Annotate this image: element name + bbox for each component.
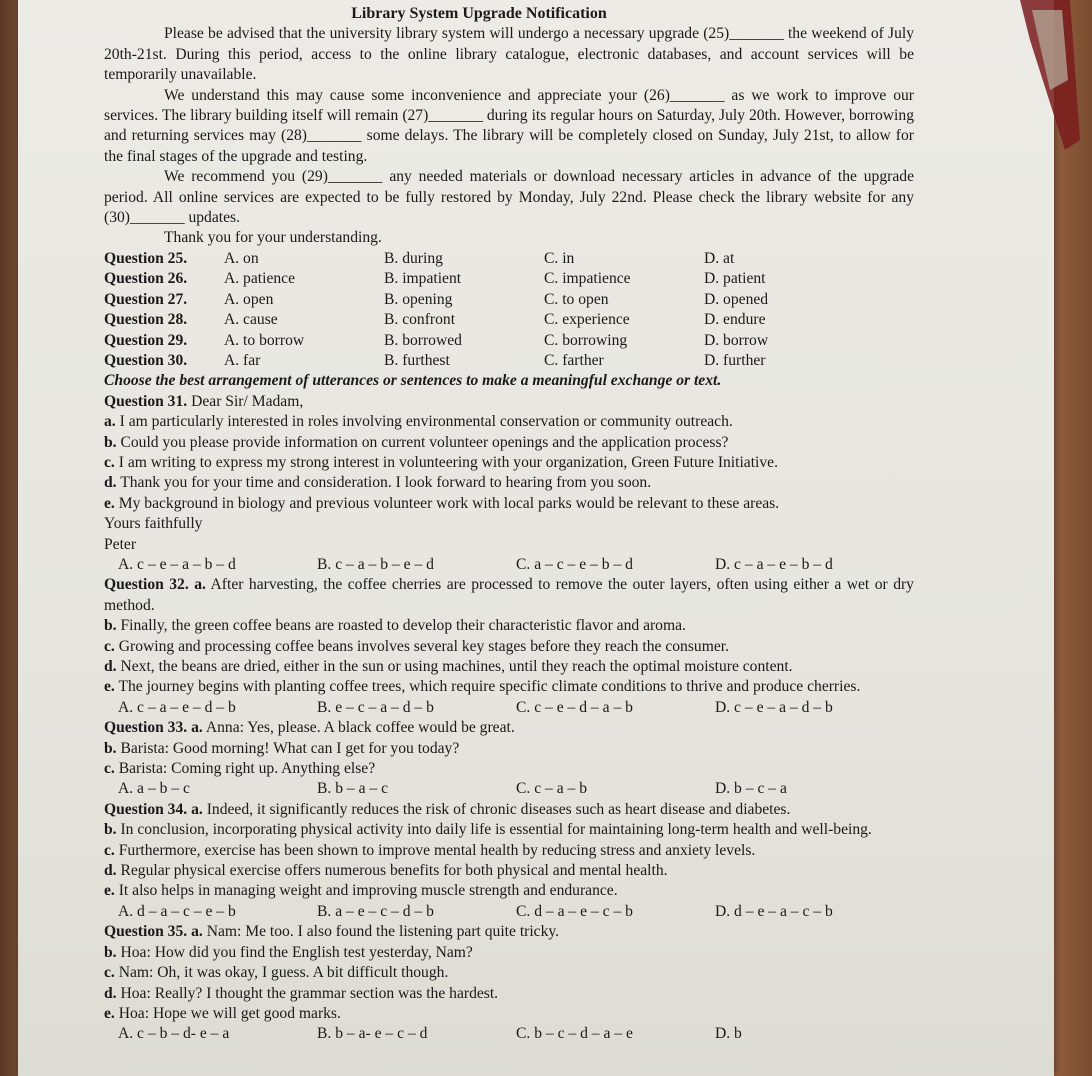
- page-title: Library System Upgrade Notification: [351, 5, 607, 22]
- list-item: Question 32. a. After harvesting, the coffee cherries are processed to remove the outer layers, often using either a wet or dry method.: [104, 576, 914, 614]
- list-item: d. Hoa: Really? I thought the grammar section was the hardest.: [104, 984, 499, 1002]
- option-b: B. b – a – c: [317, 780, 389, 798]
- option-a: A. a – b – c: [118, 780, 190, 798]
- question-31-heading: [104, 392, 914, 412]
- option-b: B. b – a- e – c – d: [317, 1025, 428, 1043]
- question-label: Question 32.: [104, 576, 189, 594]
- question-label: Question 31.: [104, 392, 188, 410]
- option-b: B. borrowed: [384, 331, 462, 349]
- option-b: B. a – e – c – d – b: [317, 902, 434, 920]
- letter-salutation: Dear Sir/ Madam,: [191, 392, 304, 410]
- list-item: c. I am writing to express my strong interest in volunteering with your organization, Green Future Initiative.: [104, 453, 779, 471]
- option-b: B. during: [384, 249, 443, 267]
- option-d: D. c – e – a – d – b: [715, 698, 833, 716]
- option-c: C. d – a – e – c – b: [516, 902, 633, 920]
- question-25: [104, 249, 914, 269]
- option-a: A. to borrow: [224, 331, 305, 349]
- option-c: C. c – a – b: [516, 780, 588, 798]
- question-label: Question 34.: [104, 800, 188, 818]
- option-a: A. far: [224, 351, 261, 369]
- option-c: C. experience: [544, 311, 630, 329]
- option-c: C. to open: [544, 290, 609, 308]
- option-b: B. furthest: [384, 351, 450, 369]
- question-label: Question 27.: [104, 290, 188, 308]
- list-item: c. Barista: Coming right up. Anything else?: [104, 760, 376, 778]
- option-b: B. impatient: [384, 270, 462, 288]
- option-b: B. confront: [384, 311, 456, 329]
- list-item: e. Hoa: Hope we will get good marks.: [104, 1004, 341, 1022]
- list-item: a. I am particularly interested in roles involving environmental conservation or community outreach.: [104, 413, 733, 431]
- question-label: Question 28.: [104, 311, 188, 329]
- question-label: Question 29.: [104, 331, 188, 349]
- list-item: Question 34. a. Indeed, it significantly reduces the risk of chronic diseases such as heart disease and diabetes.: [104, 800, 791, 818]
- list-item: c. Furthermore, exercise has been shown to improve mental health by reducing stress and anxiety levels.: [104, 841, 756, 859]
- option-c: C. borrowing: [544, 331, 628, 349]
- question-31-options: [104, 555, 914, 575]
- question-29: [104, 331, 914, 351]
- question-26: [104, 269, 914, 289]
- list-item: Question 33. a. Anna: Yes, please. A black coffee would be great.: [104, 719, 515, 737]
- option-c: C. in: [544, 249, 575, 267]
- option-d: D. patient: [704, 270, 766, 288]
- option-b: B. e – c – a – d – b: [317, 698, 434, 716]
- option-d: D. c – a – e – b – d: [715, 555, 833, 573]
- option-d: D. b: [715, 1025, 742, 1043]
- question-label: Question 33.: [104, 719, 188, 737]
- option-d: D. b – c – a: [715, 780, 787, 798]
- list-item: e. The journey begins with planting coffee trees, which require specific climate conditions to thrive and produce cherries.: [104, 678, 861, 696]
- list-item: b. In conclusion, incorporating physical activity into daily life is essential for maintaining long-term health and well-being.: [104, 821, 872, 839]
- question-34-options: [104, 902, 914, 922]
- option-d: D. d – e – a – c – b: [715, 902, 833, 920]
- option-a: A. c – a – e – d – b: [118, 698, 236, 716]
- option-c: C. impatience: [544, 270, 631, 288]
- option-a: A. patience: [224, 270, 296, 288]
- option-c: C. farther: [544, 351, 604, 369]
- option-a: A. on: [224, 249, 259, 267]
- passage-paragraph-3: We recommend you (29)_______ any needed materials or download necessary articles in advance of the upgrade period. All online services are expected to be fully restored by Monday, July 22nd. Please check the library website for any (30)_______ updates.: [104, 168, 914, 227]
- option-c: C. b – c – d – a – e: [516, 1025, 633, 1043]
- question-label: Question 30.: [104, 351, 188, 369]
- list-item: d. Regular physical exercise offers numerous benefits for both physical and mental health.: [104, 862, 668, 880]
- letter-closing: Yours faithfully: [104, 515, 203, 533]
- question-32-options: [104, 698, 914, 718]
- list-item: e. My background in biology and previous volunteer work with local parks would be relevant to these areas.: [104, 494, 780, 512]
- document-content: [104, 4, 914, 1045]
- list-item: e. It also helps in managing weight and improving muscle strength and endurance.: [104, 882, 618, 900]
- question-35-options: [104, 1024, 914, 1044]
- question-label: Question 35.: [104, 923, 188, 941]
- question-30: [104, 351, 914, 371]
- list-item: b. Barista: Good morning! What can I get for you today?: [104, 739, 460, 757]
- option-c: C. a – c – e – b – d: [516, 555, 633, 573]
- passage-paragraph-2: We understand this may cause some inconvenience and appreciate your (26)_______ as we work to improve our services. The library building itself will remain (27)_______ during its regular hours on Saturday, July 20th. However, borrowing and returning services may (28)_______ some delays. The library will be completely closed on Sunday, July 21st, to allow for the final stages of the upgrade and testing.: [104, 86, 914, 165]
- option-c: C. c – e – d – a – b: [516, 698, 633, 716]
- list-item: d. Thank you for your time and consideration. I look forward to hearing from you soon.: [104, 474, 652, 492]
- thanks-line: Thank you for your understanding.: [164, 229, 382, 247]
- option-d: D. borrow: [704, 331, 769, 349]
- option-a: A. d – a – c – e – b: [118, 902, 236, 920]
- option-a: A. cause: [224, 311, 278, 329]
- list-item: c. Nam: Oh, it was okay, I guess. A bit difficult though.: [104, 964, 449, 982]
- option-d: D. opened: [704, 290, 769, 308]
- option-d: D. endure: [704, 311, 766, 329]
- passage-paragraph-1: Please be advised that the university library system will undergo a necessary upgrade (25)_______ the weekend of July 20th-21st. During this period, access to the online library catalogue, electronic databases, and account services will be temporarily unavailable.: [104, 25, 914, 84]
- option-b: B. c – a – b – e – d: [317, 555, 434, 573]
- list-item: b. Could you please provide information on current volunteer openings and the application process?: [104, 433, 729, 451]
- instruction: Choose the best arrangement of utterances or sentences to make a meaningful exchange or text.: [104, 372, 722, 390]
- option-d: D. at: [704, 249, 735, 267]
- stamp-seal-icon: [1010, 0, 1080, 150]
- question-33-options: [104, 779, 914, 799]
- letter-signature: Peter: [104, 535, 137, 553]
- question-27: [104, 290, 914, 310]
- list-item: b. Hoa: How did you find the English test yesterday, Nam?: [104, 943, 473, 961]
- list-item: d. Next, the beans are dried, either in the sun or using machines, until they reach the optimal moisture content.: [104, 658, 793, 675]
- question-28: [104, 310, 914, 330]
- option-b: B. opening: [384, 290, 453, 308]
- option-a: A. c – b – d- e – a: [118, 1025, 230, 1043]
- question-label: Question 25.: [104, 249, 188, 267]
- list-item: Question 35. a. Nam: Me too. I also found the listening part quite tricky.: [104, 923, 560, 941]
- question-label: Question 26.: [104, 270, 188, 288]
- list-item: b. Finally, the green coffee beans are roasted to develop their characteristic flavor and aroma.: [104, 617, 686, 635]
- option-a: A. open: [224, 290, 274, 308]
- option-d: D. further: [704, 351, 766, 369]
- list-item: c. Growing and processing coffee beans involves several key stages before they reach the consumer.: [104, 637, 729, 655]
- option-a: A. c – e – a – b – d: [118, 555, 236, 573]
